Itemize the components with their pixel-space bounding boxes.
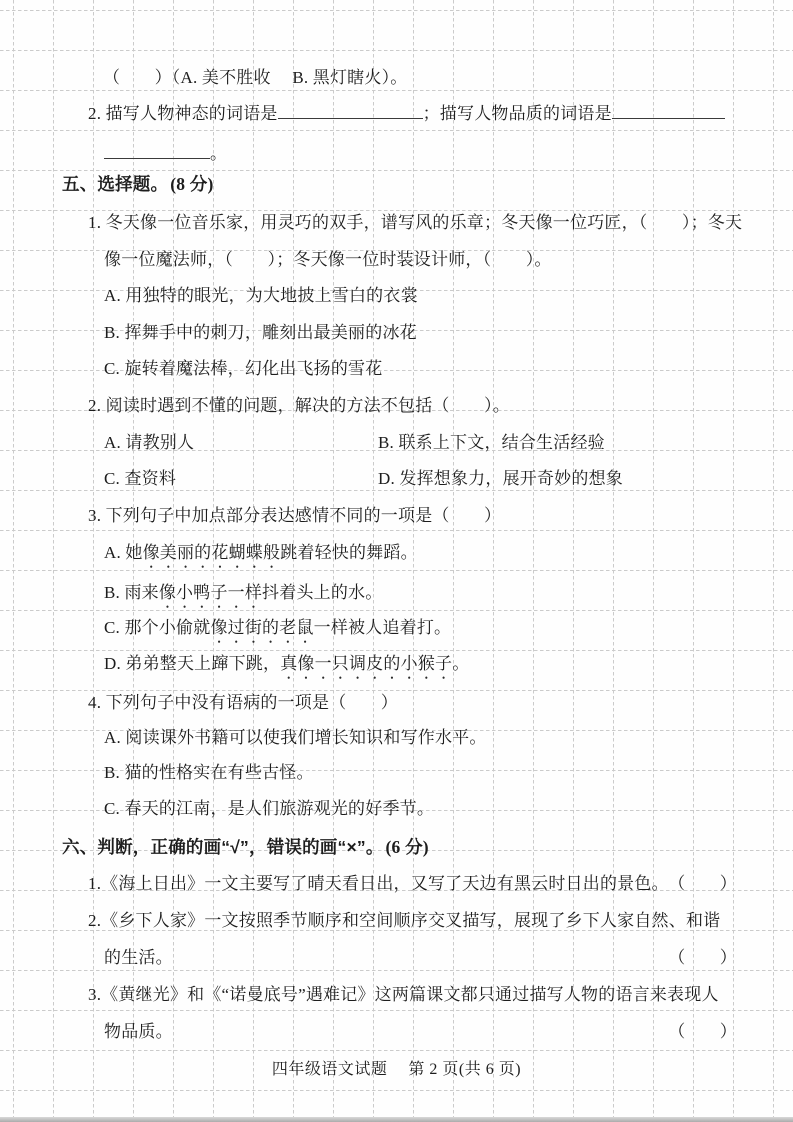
q3-a-pre: A. 她 (104, 543, 143, 562)
judge-item-3-line-1: 3.《黄继光》和《“诺曼底号”遇难记》这两篇课文都只通过描写人物的语言来表现人 (88, 985, 719, 1004)
q1-option-a: A. 用独特的眼光，为大地披上雪白的衣裳 (104, 286, 418, 305)
q2-option-b: B. 联系上下文，结合生活经验 (378, 433, 605, 452)
carryover-q2-line (88, 103, 725, 124)
judge-item-2-line-1: 2.《乡下人家》一文按照季节顺序和空间顺序交叉描写，展现了乡下人家自然、和谐 (88, 911, 721, 930)
q2-option-c: C. 查资料 (104, 469, 177, 488)
q3-d-emphasized: 真像一只调皮的小猴子 (280, 654, 453, 673)
carryover-choice-line: （ ）（A. 美不胜收 B. 黑灯瞎火）。 (103, 68, 408, 87)
q2-option-d: D. 发挥想象力，展开奇妙的想象 (378, 469, 623, 488)
q2-mid-text: ；描写人物品质的词语是 (422, 104, 612, 123)
q3-option-a (104, 543, 418, 572)
section-5-title: 五、选择题。 (62, 174, 169, 194)
q2-stem: 2. 阅读时遇到不懂的问题，解决的方法不包括（ ）。 (88, 396, 510, 415)
answer-blank-2 (612, 103, 725, 119)
judge-item-2-line-2 (104, 948, 737, 968)
q4-stem: 4. 下列句子中没有语病的一项是（ ） (88, 693, 398, 712)
judge-3-answer-bracket: （ ） (668, 1022, 737, 1041)
q3-option-d (104, 654, 469, 683)
q1-stem-line-2: 像一位魔法师，（ ）；冬天像一位时装设计师，（ ）。 (104, 250, 552, 269)
q3-d-pre: D. 弟弟整天上蹿下跳， (104, 654, 281, 673)
q1-option-b: B. 挥舞手中的刺刀，雕刻出最美丽的冰花 (104, 323, 417, 342)
q3-c-pre: C. 那个小偷就 (104, 618, 211, 637)
judge-2-text-wrap: 的生活。 (104, 948, 173, 967)
q3-a-emphasized: 像美丽的花蝴蝶般 (142, 543, 281, 562)
section-6-score: (6 分) (385, 837, 429, 857)
q2-prefix-text: 2. 描写人物神态的词语是 (88, 104, 278, 123)
q3-a-post: 跳着轻快的舞蹈。 (280, 543, 418, 562)
q3-c-post: 一样被人追着打。 (313, 618, 452, 637)
judge-3-text-wrap: 物品质。 (104, 1022, 173, 1041)
section-5-header (62, 174, 213, 194)
q3-b-emphasized: 像小鸭子一样 (158, 583, 263, 602)
judge-1-answer-bracket: （ ） (668, 874, 737, 893)
section-6-title: 六、判断，正确的画“√”，错误的画“×”。 (62, 837, 384, 857)
q1-stem-line-1: 1. 冬天像一位音乐家，用灵巧的双手，谱写风的乐章；冬天像一位巧匠，（ ）；冬天 (88, 213, 743, 232)
q3-option-b (104, 583, 382, 612)
q4-option-b: B. 猫的性格实在有些古怪。 (104, 763, 314, 782)
q1-option-c: C. 旋转着魔法棒，幻化出飞扬的雪花 (104, 359, 383, 378)
q2-end-text: 。 (210, 144, 228, 163)
q3-b-pre: B. 雨来 (104, 583, 159, 602)
carryover-q2-line-wrap (104, 143, 227, 164)
q4-option-c: C. 春天的江南，是人们旅游观光的好季节。 (104, 799, 435, 818)
q2-option-a: A. 请教别人 (104, 433, 195, 452)
judge-1-text: 1.《海上日出》一文主要写了晴天看日出，又写了天边有黑云时日出的景色。 (88, 874, 669, 893)
q4-option-a: A. 阅读课外书籍可以使我们增长知识和写作水平。 (104, 728, 487, 747)
page-footer: 四年级语文试题 第 2 页(共 6 页) (271, 1061, 522, 1078)
q3-d-post: 。 (452, 654, 470, 673)
judge-item-3-line-2 (104, 1022, 737, 1042)
judge-item-1 (88, 874, 737, 894)
section-5-score: (8 分) (170, 174, 214, 194)
answer-blank-3 (104, 143, 210, 159)
q3-b-post: 抖着头上的水。 (262, 583, 383, 602)
section-6-header (62, 837, 429, 857)
answer-blank-1 (278, 103, 423, 119)
page-bottom-edge (0, 1117, 793, 1122)
q3-option-c (104, 618, 451, 647)
judge-2-answer-bracket: （ ） (668, 948, 737, 967)
q3-c-emphasized: 像过街的老鼠 (210, 618, 314, 637)
q3-stem: 3. 下列句子中加点部分表达感情不同的一项是（ ） (88, 506, 502, 525)
